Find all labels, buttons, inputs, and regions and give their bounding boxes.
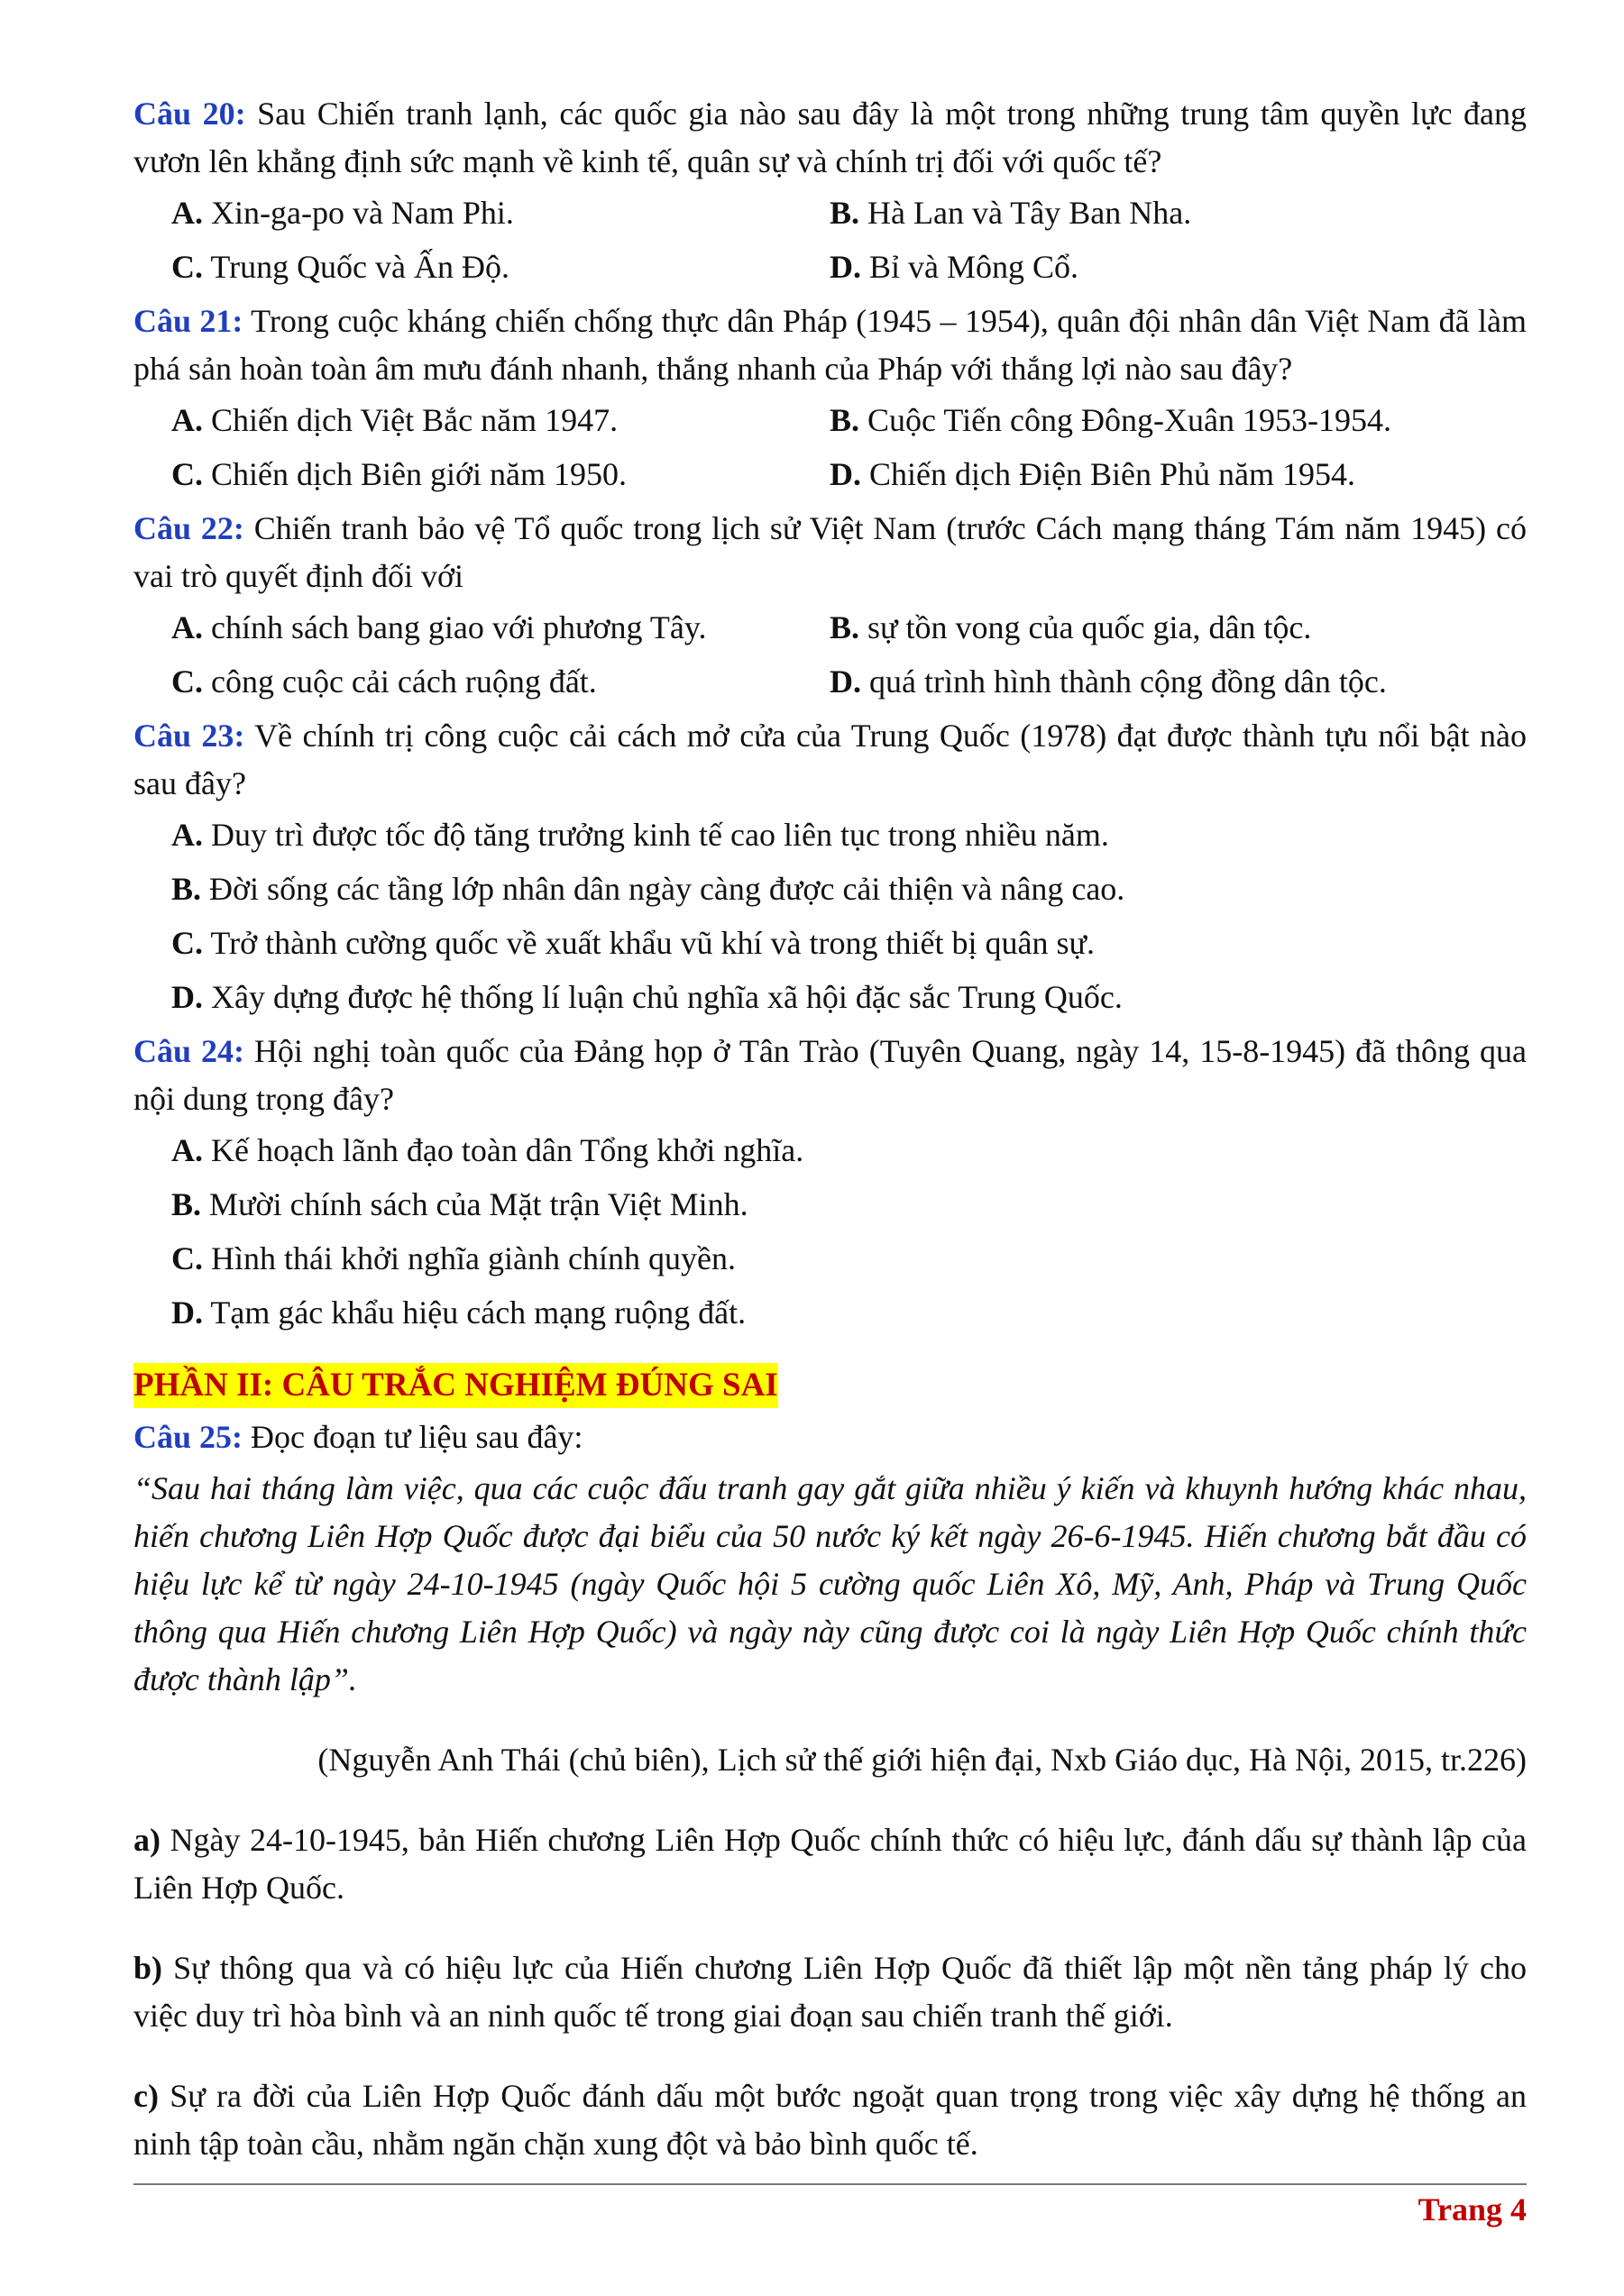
question-24 xyxy=(133,1028,1527,1337)
question-label: Câu 23: xyxy=(133,718,245,754)
option-a: A. Chiến dịch Việt Bắc năm 1947. xyxy=(171,402,619,438)
option-a: A. Xin-ga-po và Nam Phi. xyxy=(171,195,514,231)
statement-c: c) Sự ra đời của Liên Hợp Quốc đánh dấu một bước ngoặt quan trọng trong việc xây dựng hệ thống an ninh tập toàn cầu, nhằm ngăn chặn xung đột và bảo bình quốc tế. xyxy=(133,2078,1527,2162)
option-a: A. Kế hoạch lãnh đạo toàn dân Tổng khởi nghĩa. xyxy=(171,1132,804,1168)
option-d: D. Bỉ và Mông Cổ. xyxy=(830,249,1079,285)
question-label: Câu 24: xyxy=(133,1033,244,1069)
option-b: B. Mười chính sách của Mặt trận Việt Minh. xyxy=(171,1186,748,1222)
question-text: Câu 21: Trong cuộc kháng chiến chống thực dân Pháp (1945 – 1954), quân đội nhân dân Việt Nam đã làm phá sản hoàn toàn âm mưu đánh nhanh, thắng nhanh của Pháp với thắng lợi nào sau đây? xyxy=(133,303,1527,387)
question-text: Câu 20: Sau Chiến tranh lạnh, các quốc gia nào sau đây là một trong những trung tâm quyền lực đang vươn lên khẳng định sức mạnh về kinh tế, quân sự và chính trị đối với quốc tế? xyxy=(133,96,1527,179)
option-a: A. Duy trì được tốc độ tăng trưởng kinh tế cao liên tục trong nhiều năm. xyxy=(171,817,1109,853)
question-label: Câu 22: xyxy=(133,510,244,546)
option-b: B. Cuộc Tiến công Đông-Xuân 1953-1954. xyxy=(830,402,1391,438)
question-21 xyxy=(133,297,1527,499)
question-label: Câu 21: xyxy=(133,303,243,339)
quote-citation: (Nguyễn Anh Thái (chủ biên), Lịch sử thế giới hiện đại, Nxb Giáo dục, Hà Nội, 2015, tr.226) xyxy=(317,1742,1527,1778)
footer-divider xyxy=(133,2183,1527,2185)
question-20 xyxy=(133,90,1527,291)
option-d: D. Tạm gác khẩu hiệu cách mạng ruộng đất. xyxy=(171,1294,747,1331)
option-c: C. Chiến dịch Biên giới năm 1950. xyxy=(171,456,627,492)
question-22 xyxy=(133,505,1527,706)
option-b: B. sự tồn vong của quốc gia, dân tộc. xyxy=(830,609,1312,645)
option-d: D. quá trình hình thành cộng đồng dân tộc. xyxy=(830,663,1387,700)
question-25 xyxy=(133,1413,1527,2168)
question-text: Câu 22: Chiến tranh bảo vệ Tổ quốc trong lịch sử Việt Nam (trước Cách mạng tháng Tám năm 1945) có vai trò quyết định đối với xyxy=(133,510,1527,594)
option-b: B. Hà Lan và Tây Ban Nha. xyxy=(830,195,1192,231)
document-page xyxy=(133,90,1527,2173)
question-text: Câu 23: Về chính trị công cuộc cải cách mở cửa của Trung Quốc (1978) đạt được thành tựu nổi bật nào sau đây? xyxy=(133,718,1528,801)
question-label: Câu 20: xyxy=(133,96,246,132)
statement-b: b) Sự thông qua và có hiệu lực của Hiến chương Liên Hợp Quốc đã thiết lập một nền tảng pháp lý cho việc duy trì hòa bình và an ninh quốc tế trong giai đoạn sau chiến tranh thế giới. xyxy=(133,1950,1527,2034)
option-c: C. Trung Quốc và Ấn Độ. xyxy=(171,249,510,285)
option-c: C. Trở thành cường quốc về xuất khẩu vũ khí và trong thiết bị quân sự. xyxy=(171,925,1095,961)
question-label: Câu 25: xyxy=(133,1419,243,1455)
source-quote: “Sau hai tháng làm việc, qua các cuộc đấu tranh gay gắt giữa nhiều ý kiến và khuynh hướng khác nhau, hiến chương Liên Hợp Quốc được đại biểu của 50 nước ký kết ngày 26-6-1945. Hiến chương bắt đầu có hiệu lực kể từ ngày 24-10-1945 (ngày Quốc hội 5 cường quốc Liên Xô, Mỹ, Anh, Pháp và Trung Quốc thông qua Hiến chương Liên Hợp Quốc) và ngày này cũng được coi là ngày Liên Hợp Quốc chính thức được thành lập”. xyxy=(133,1470,1527,1697)
page-number: Trang 4 xyxy=(1418,2191,1527,2227)
statement-a: a) Ngày 24-10-1945, bản Hiến chương Liên Hợp Quốc chính thức có hiệu lực, đánh dấu sự thành lập của Liên Hợp Quốc. xyxy=(133,1822,1527,1906)
option-d: D. Chiến dịch Điện Biên Phủ năm 1954. xyxy=(830,456,1355,492)
section-title: PHẦN II: CÂU TRẮC NGHIỆM ĐÚNG SAI xyxy=(133,1363,778,1408)
question-text: Câu 24: Hội nghị toàn quốc của Đảng họp ở Tân Trào (Tuyên Quang, ngày 14, 15-8-1945) đã thông qua nội dung trọng đây? xyxy=(133,1033,1527,1117)
option-c: C. công cuộc cải cách ruộng đất. xyxy=(171,663,597,700)
question-23 xyxy=(133,712,1527,1021)
option-c: C. Hình thái khởi nghĩa giành chính quyền. xyxy=(171,1240,736,1276)
question-text: Câu 25: Đọc đoạn tư liệu sau đây: xyxy=(133,1419,583,1455)
option-a: A. chính sách bang giao với phương Tây. xyxy=(171,609,707,645)
option-d: D. Xây dựng được hệ thống lí luận chủ nghĩa xã hội đặc sắc Trung Quốc. xyxy=(171,979,1123,1015)
option-b: B. Đời sống các tầng lớp nhân dân ngày càng được cải thiện và nâng cao. xyxy=(171,871,1125,907)
